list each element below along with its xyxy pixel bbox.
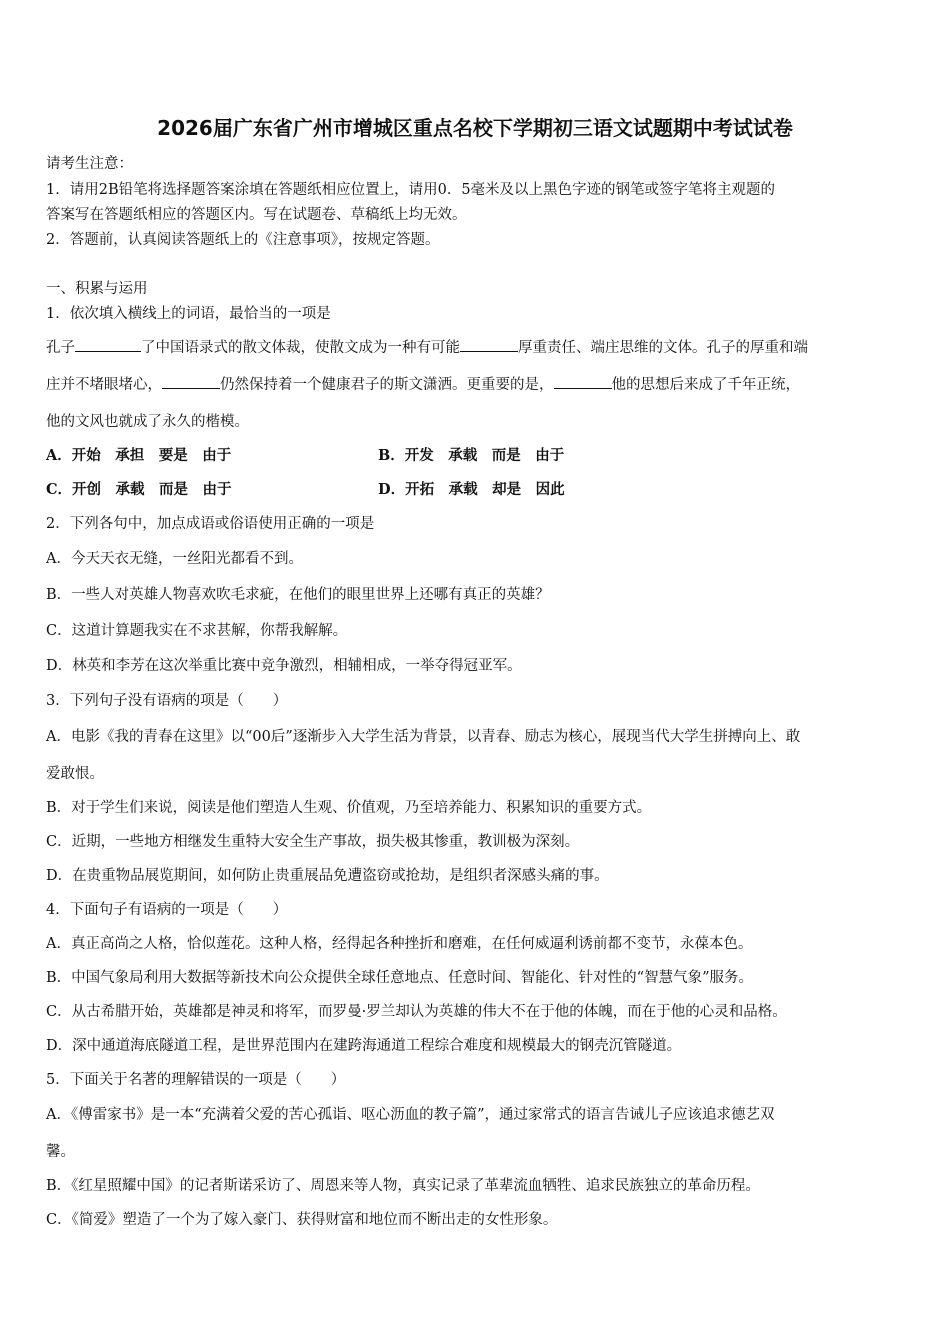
notice-item-2: 2．答题前，认真阅读答题纸上的《注意事项》，按规定答题。 — [46, 232, 440, 248]
q1-option-d[interactable]: D．开拓 承载 却是 因此 — [378, 481, 565, 498]
q1-passage-line-2 — [46, 373, 800, 394]
q1-text: 仍然保持着一个健康君子的斯文潇洒。更重要的是， — [220, 377, 554, 393]
q3-option-a-line-2: 爱敢恨。 — [46, 766, 104, 782]
q5-stem: 5．下面关于名著的理解错误的一项是（ ） — [46, 1072, 346, 1088]
q1-passage-line-3: 他的文风也就成了永久的楷模。 — [46, 414, 249, 430]
q1-blank-4 — [554, 376, 612, 389]
q5-option-b[interactable]: B．《红星照耀中国》的记者斯诺采访了、周恩来等人物，真实记录了革辈流血牺牲、追求民族独立的革命历程。 — [46, 1178, 760, 1194]
q1-text: 厚重责任、端庄思维的文体。孔子的厚重和端 — [518, 340, 808, 356]
q2-option-b[interactable]: B．一些人对英雄人物喜欢吹毛求疵，在他们的眼里世界上还哪有真正的英雄？ — [46, 587, 550, 603]
q1-option-b[interactable]: B．开发 承载 而是 由于 — [378, 447, 565, 464]
q5-option-a-line-1[interactable]: A．《傅雷家书》是一本“充满着父爱的苦心孤诣、呕心沥血的教子篇”，通过家常式的语言告诫儿子应该追求德艺双 — [46, 1107, 775, 1123]
q3-option-a-line-1[interactable]: A．电影《我的青春在这里》以“00后”逐渐步入大学生活为背景，以青春、励志为核心，展现当代大学生拼搏向上、敢 — [46, 729, 801, 745]
q1-blank-2 — [460, 339, 518, 352]
q1-blank-1 — [75, 339, 141, 352]
q1-text: 孔子 — [46, 340, 75, 356]
q2-option-c[interactable]: C．这道计算题我实在不求甚解，你帮我解解。 — [46, 623, 348, 639]
q1-text: 庄并不堵眼堵心， — [46, 377, 162, 393]
notice-heading: 请考生注意： — [46, 156, 133, 172]
section-heading: 一、积累与运用 — [46, 281, 148, 297]
q1-stem: 1．依次填入横线上的词语，最恰当的一项是 — [46, 306, 331, 322]
q4-option-b[interactable]: B．中国气象局利用大数据等新技术向公众提供全球任意地点、任意时间、智能化、针对性的“智慧气象”服务。 — [46, 970, 753, 986]
q2-option-d[interactable]: D．林英和李芳在这次举重比赛中竞争激烈，相辅相成，一举夺得冠亚军。 — [46, 658, 522, 674]
q4-option-d[interactable]: D．深中通道海底隧道工程，是世界范围内在建跨海通道工程综合难度和规模最大的钢壳沉管隧道。 — [46, 1038, 682, 1054]
q1-text: 他的思想后来成了千年正统， — [611, 377, 800, 393]
q5-option-a-line-2: 馨。 — [46, 1144, 75, 1160]
q3-option-c[interactable]: C．近期，一些地方相继发生重特大安全生产事故，损失极其惨重，教训极为深刻。 — [46, 834, 580, 850]
q4-stem: 4．下面句子有语病的一项是（ ） — [46, 902, 288, 918]
q4-option-a[interactable]: A．真正高尚之人格，恰似莲花。这种人格，经得起各种挫折和磨难，在任何威逼利诱前都不变节，永葆本色。 — [46, 936, 753, 952]
q1-passage-line-1 — [46, 336, 808, 357]
q3-stem: 3．下列句子没有语病的项是（ ） — [46, 693, 288, 709]
notice-item-1a: 1．请用2B铅笔将选择题答案涂填在答题纸相应位置上，请用0．5毫米及以上黑色字迹的钢笔或签字笔将主观题的 — [46, 182, 776, 198]
q2-option-a[interactable]: A．今天天衣无缝，一丝阳光都看不到。 — [46, 551, 303, 567]
q2-stem: 2．下列各句中，加点成语或俗语使用正确的一项是 — [46, 516, 375, 532]
q3-option-d[interactable]: D．在贵重物品展览期间，如何防止贵重展品免遭盗窃或抢劫，是组织者深感头痛的事。 — [46, 868, 609, 884]
q3-option-b[interactable]: B．对于学生们来说，阅读是他们塑造人生观、价值观，乃至培养能力、积累知识的重要方式。 — [46, 800, 652, 816]
q1-option-a[interactable]: A．开始 承担 要是 由于 — [46, 447, 232, 464]
q5-option-c[interactable]: C．《简爱》塑造了一个为了嫁入豪门、获得财富和地位而不断出走的女性形象。 — [46, 1212, 558, 1228]
q1-text: 了中国语录式的散文体裁，使散文成为一种有可能 — [141, 340, 460, 356]
q4-option-c[interactable]: C．从古希腊开始，英雄都是神灵和将军，而罗曼·罗兰却认为英雄的伟大不在于他的体魄，而在于他的心灵和品格。 — [46, 1004, 787, 1020]
q1-option-c[interactable]: C．开创 承载 而是 由于 — [46, 481, 232, 498]
exam-title: 2026届广东省广州市增城区重点名校下学期初三语文试题期中考试试卷 — [157, 116, 793, 140]
q1-blank-3 — [162, 376, 220, 389]
notice-item-1b: 答案写在答题纸相应的答题区内。写在试题卷、草稿纸上均无效。 — [46, 207, 467, 223]
